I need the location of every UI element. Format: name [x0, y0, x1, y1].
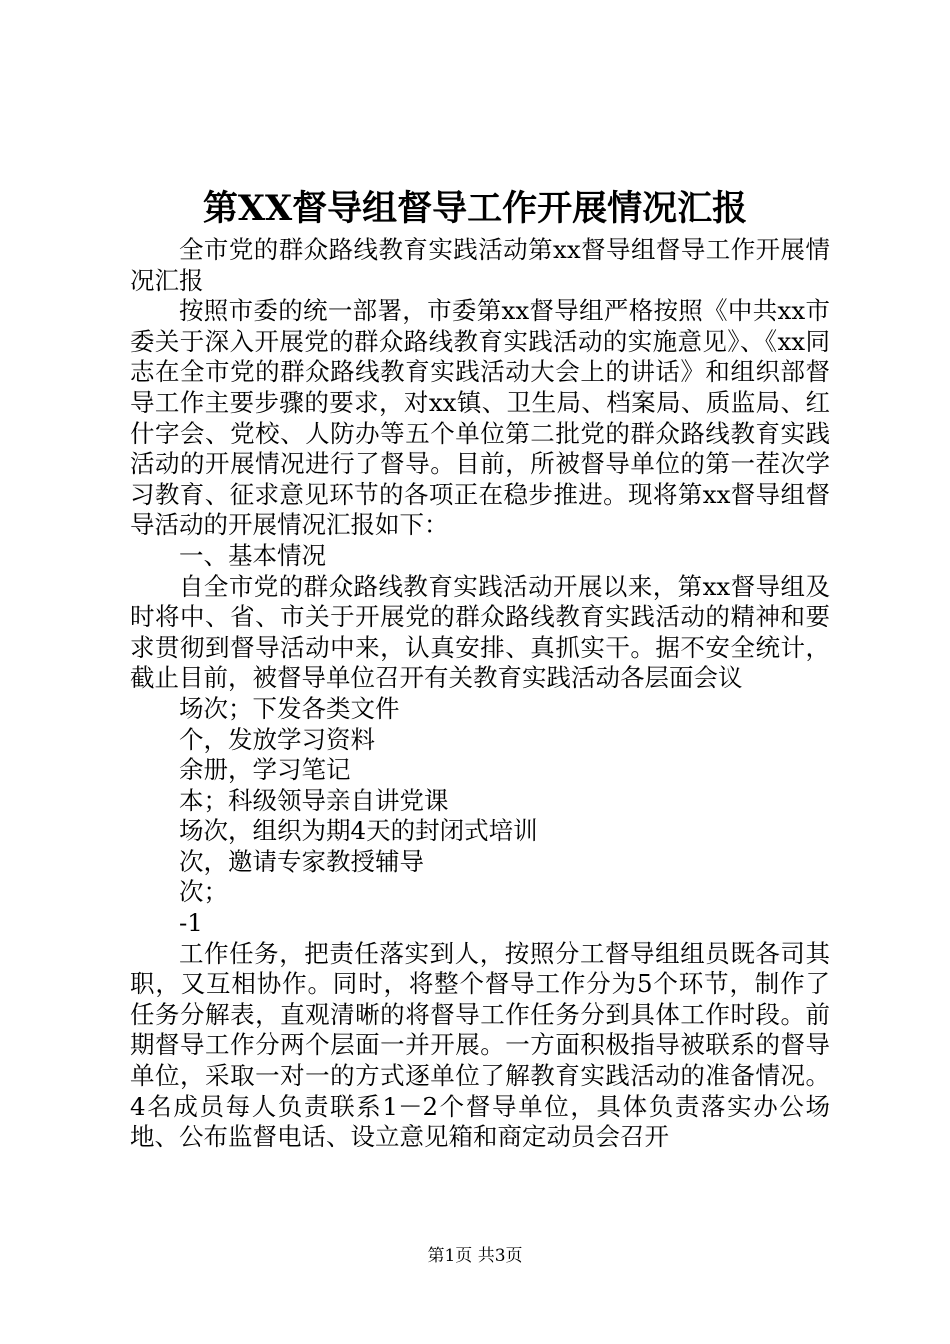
page-footer: 第1页 共3页 — [427, 1246, 523, 1266]
list-line: 次，邀请专家教授辅导 — [179, 846, 424, 876]
list-line: 场次；下发各类文件 — [179, 693, 400, 723]
document-body — [130, 235, 830, 1153]
paragraph-introduction: 按照市委的统一部署，市委第xx督导组严格按照《中共xx市委关于深入开展党的群众路线教育实践活动的实施意见》、《xx同志在全市党的群众路线教育实践活动大会上的讲话》和组织部督导工作主要步骤的要求，对xx镇、卫生局、档案局、质监局、红什字会、党校、人防办等五个单位第二批党的群众路线教育实践活动的开展情况进行了督导。目前，所被督导单位的第一茬次学习教育、征求意见环节的各项正在稳步推进。现将第xx督导组督导活动的开展情况汇报如下： — [130, 296, 830, 540]
paragraph-work-tasks: 工作任务，把责任落实到人，按照分工督导组组员既各司其职，又互相协作。同时，将整个督导工作分为5个环节，制作了任务分解表，直观清晰的将督导工作任务分到具体工作时段。前期督导工作分两个层面一并开展。一方面积极指导被联系的督导单位，采取一对一的方式逐单位了解教育实践活动的准备情况。4名成员每人负责联系1－2个督导单位，具体负责落实办公场地、公布监督电话、设立意见箱和商定动员会召开 — [130, 938, 830, 1152]
paragraph-heading-repeat: 全市党的群众路线教育实践活动第xx督导组督导工作开展情况汇报 — [130, 235, 830, 295]
list-line: -1 — [179, 908, 203, 938]
section-heading-basic-situation: 一、基本情况 — [179, 540, 326, 570]
paragraph-basic-situation: 自全市党的群众路线教育实践活动开展以来，第xx督导组及时将中、省、市关于开展党的群众路线教育实践活动的精神和要求贯彻到督导活动中来，认真安排、真抓实干。据不安全统计，截止目前，被督导单位召开有关教育实践活动各层面会议 — [130, 571, 830, 693]
list-line: 次； — [179, 877, 228, 907]
list-line: 余册，学习笔记 — [179, 755, 351, 785]
list-line: 场次，组织为期4天的封闭式培训 — [179, 816, 538, 846]
list-line: 个，发放学习资料 — [179, 724, 375, 754]
list-line: 本；科级领导亲自讲党课 — [179, 785, 449, 815]
document-title: 第XX督导组督导工作开展情况汇报 — [202, 188, 748, 229]
